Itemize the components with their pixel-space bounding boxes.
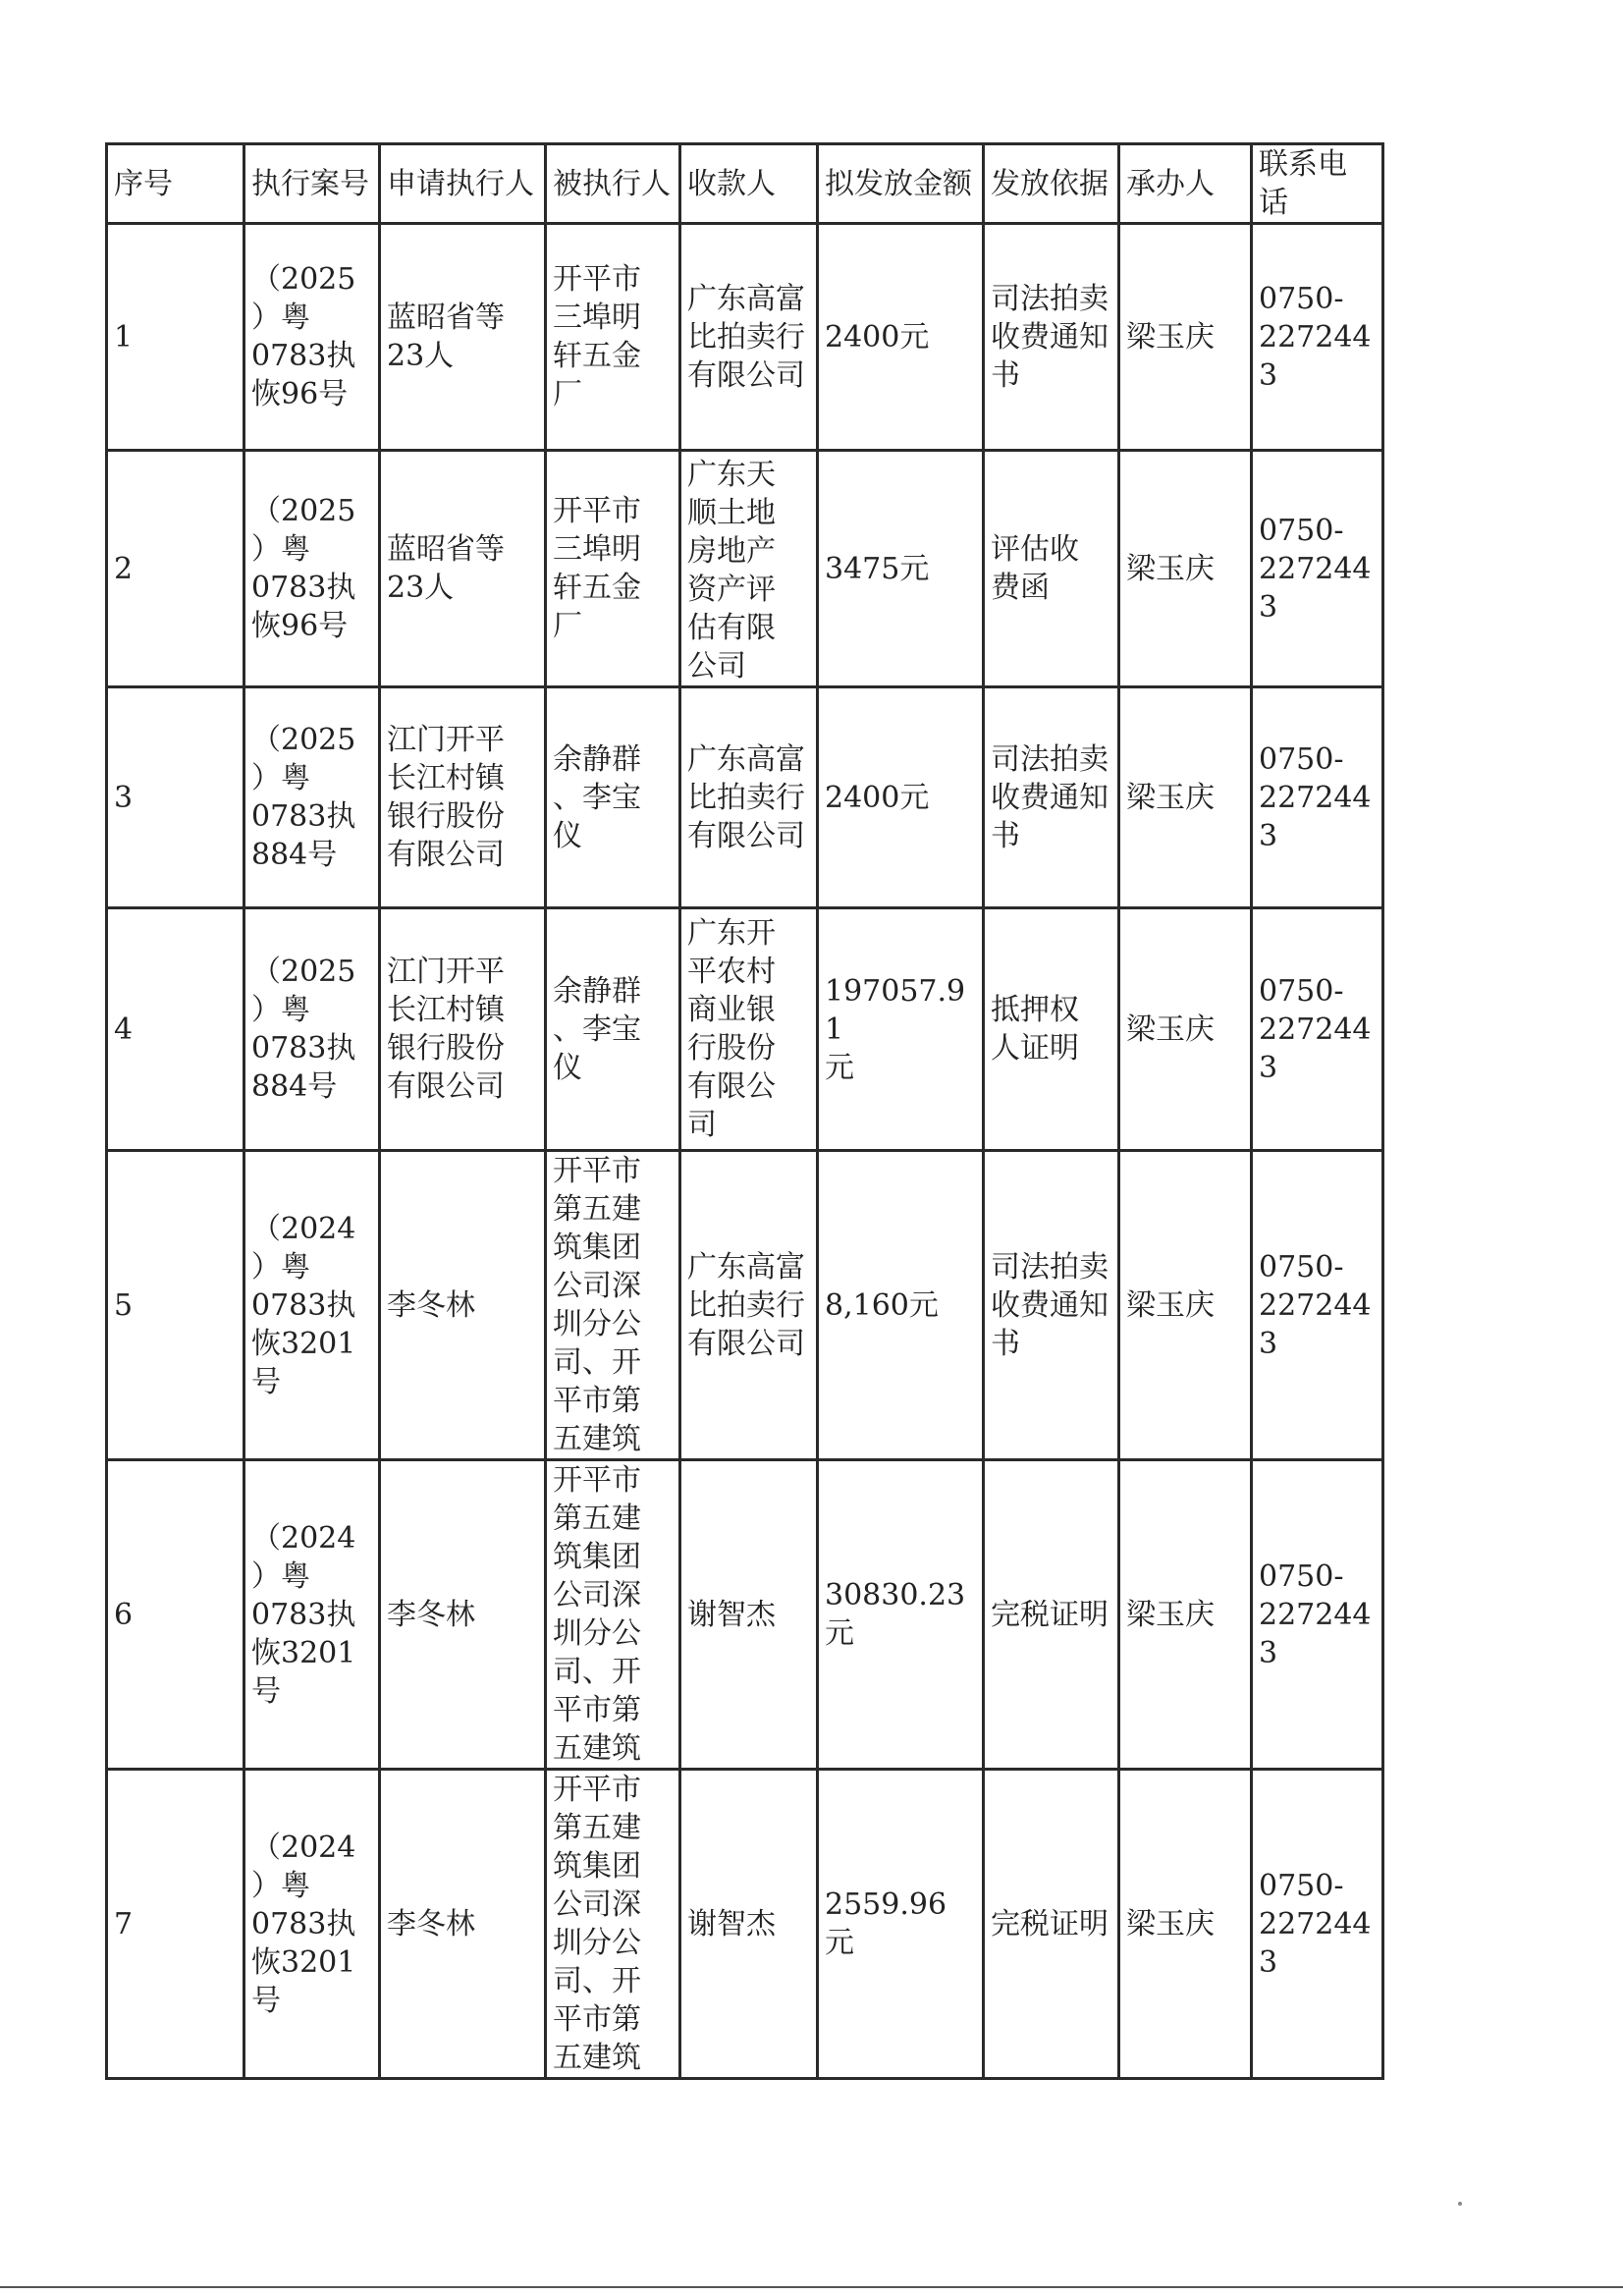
cell-respondent: 开平市 第五建 筑集团 公司深 圳分公 司、开 平市第 五建筑: [546, 1460, 680, 1770]
header-respondent: 被执行人: [546, 144, 680, 224]
cell-respondent: 余静群 、李宝 仪: [546, 687, 680, 908]
cell-amount: 2559.96元: [818, 1770, 984, 2079]
cell-applicant: 江门开平 长江村镇 银行股份 有限公司: [380, 687, 546, 908]
table-row: [107, 687, 1383, 908]
cell-respondent: 开平市 三埠明 轩五金 厂: [546, 224, 680, 451]
cell-no: 4: [107, 908, 244, 1151]
cell-applicant: 李冬林: [380, 1770, 546, 2079]
header-phone: 联系电话: [1252, 144, 1383, 224]
table-row: [107, 1151, 1383, 1460]
cell-phone: 0750- 2272443: [1252, 1770, 1383, 2079]
header-amount: 拟发放金额: [818, 144, 984, 224]
cell-respondent: 余静群 、李宝 仪: [546, 908, 680, 1151]
cell-basis: 司法拍卖 收费通知 书: [984, 687, 1119, 908]
cell-basis: 抵押权 人证明: [984, 908, 1119, 1151]
cell-no: 5: [107, 1151, 244, 1460]
header-handler: 承办人: [1119, 144, 1252, 224]
cell-applicant: 蓝昭省等 23人: [380, 451, 546, 687]
cell-handler: 梁玉庆: [1119, 451, 1252, 687]
header-payee: 收款人: [680, 144, 818, 224]
cell-amount: 2400元: [818, 687, 984, 908]
table-row: [107, 224, 1383, 451]
cell-basis: 完税证明: [984, 1770, 1119, 2079]
cell-no: 1: [107, 224, 244, 451]
cell-no: 3: [107, 687, 244, 908]
cell-basis: 评估收 费函: [984, 451, 1119, 687]
cell-case: （2024 ）粤 0783执 恢3201 号: [244, 1460, 380, 1770]
cell-payee: 谢智杰: [680, 1770, 818, 2079]
cell-applicant: 李冬林: [380, 1151, 546, 1460]
scan-speck: [1458, 2202, 1462, 2206]
cell-payee: 广东高富 比拍卖行 有限公司: [680, 1151, 818, 1460]
header-applicant: 申请执行人: [380, 144, 546, 224]
cell-case: （2025 ）粤 0783执 884号: [244, 687, 380, 908]
header-row: [107, 144, 1383, 224]
cell-amount: 3475元: [818, 451, 984, 687]
cell-applicant: 江门开平 长江村镇 银行股份 有限公司: [380, 908, 546, 1151]
cell-handler: 梁玉庆: [1119, 908, 1252, 1151]
cell-amount: 2400元: [818, 224, 984, 451]
disbursement-table: [105, 142, 1384, 2080]
cell-respondent: 开平市 第五建 筑集团 公司深 圳分公 司、开 平市第 五建筑: [546, 1770, 680, 2079]
scan-edge-line: [0, 2286, 1623, 2288]
cell-basis: 司法拍卖 收费通知 书: [984, 1151, 1119, 1460]
cell-no: 7: [107, 1770, 244, 2079]
cell-handler: 梁玉庆: [1119, 224, 1252, 451]
cell-basis: 完税证明: [984, 1460, 1119, 1770]
cell-phone: 0750- 2272443: [1252, 1151, 1383, 1460]
cell-case: （2024 ）粤 0783执 恢3201 号: [244, 1770, 380, 2079]
cell-payee: 广东开 平农村 商业银 行股份 有限公 司: [680, 908, 818, 1151]
cell-basis: 司法拍卖 收费通知 书: [984, 224, 1119, 451]
cell-case: （2025 ）粤 0783执 884号: [244, 908, 380, 1151]
header-basis: 发放依据: [984, 144, 1119, 224]
table-row: [107, 908, 1383, 1151]
cell-phone: 0750- 2272443: [1252, 687, 1383, 908]
cell-applicant: 李冬林: [380, 1460, 546, 1770]
cell-handler: 梁玉庆: [1119, 1770, 1252, 2079]
cell-amount: 197057.91 元: [818, 908, 984, 1151]
cell-phone: 0750- 2272443: [1252, 1460, 1383, 1770]
cell-no: 6: [107, 1460, 244, 1770]
cell-payee: 广东天 顺土地 房地产 资产评 估有限 公司: [680, 451, 818, 687]
cell-phone: 0750- 2272443: [1252, 224, 1383, 451]
cell-case: （2025 ）粤 0783执 恢96号: [244, 451, 380, 687]
cell-case: （2025 ）粤 0783执 恢96号: [244, 224, 380, 451]
cell-payee: 广东高富 比拍卖行 有限公司: [680, 224, 818, 451]
header-case: 执行案号: [244, 144, 380, 224]
cell-amount: 8,160元: [818, 1151, 984, 1460]
table-row: [107, 1770, 1383, 2079]
cell-case: （2024 ）粤 0783执 恢3201 号: [244, 1151, 380, 1460]
cell-applicant: 蓝昭省等 23人: [380, 224, 546, 451]
cell-handler: 梁玉庆: [1119, 687, 1252, 908]
cell-handler: 梁玉庆: [1119, 1460, 1252, 1770]
cell-handler: 梁玉庆: [1119, 1151, 1252, 1460]
cell-phone: 0750- 2272443: [1252, 451, 1383, 687]
cell-amount: 30830.23 元: [818, 1460, 984, 1770]
cell-payee: 谢智杰: [680, 1460, 818, 1770]
cell-respondent: 开平市 三埠明 轩五金 厂: [546, 451, 680, 687]
header-no: 序号: [107, 144, 244, 224]
table-row: [107, 451, 1383, 687]
table-row: [107, 1460, 1383, 1770]
cell-no: 2: [107, 451, 244, 687]
cell-phone: 0750- 2272443: [1252, 908, 1383, 1151]
cell-respondent: 开平市 第五建 筑集团 公司深 圳分公 司、开 平市第 五建筑: [546, 1151, 680, 1460]
cell-payee: 广东高富 比拍卖行 有限公司: [680, 687, 818, 908]
